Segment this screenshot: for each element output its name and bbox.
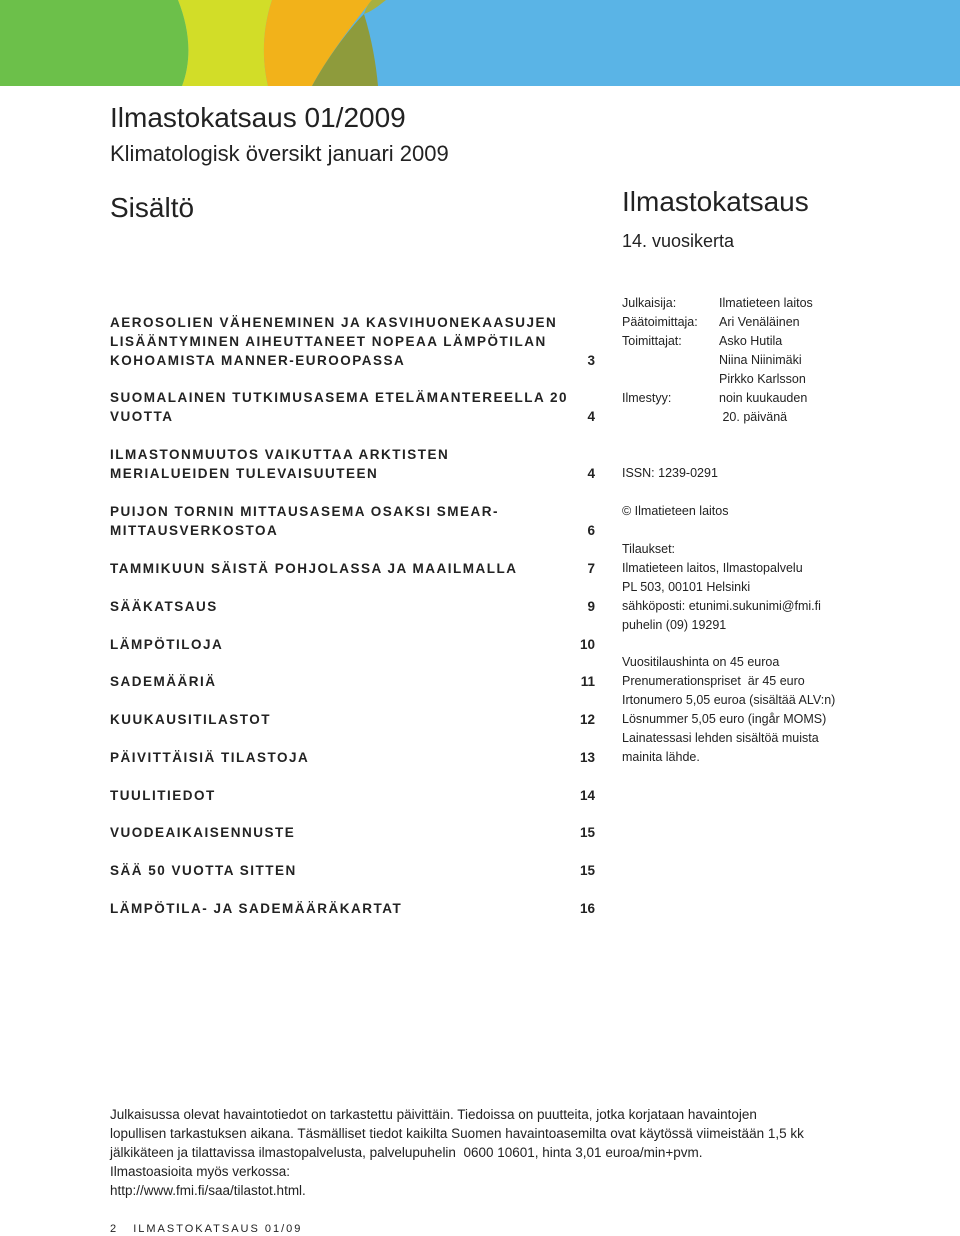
toc-item-title: ILMASTONMUUTOS VAIKUTTAA ARKTISTEN MERIALUEIDEN TULEVAISUUTEEN [110, 447, 450, 481]
notice-line: lopullisen tarkastuksen aikana. Täsmälliset tiedot kaikilta Suomen havaintoasemilta ovat käytössä viimeistään 1,5 kk [110, 1126, 804, 1141]
appears-value: 20. päivänä [719, 410, 788, 424]
toc-item-title: SÄÄ 50 VUOTTA SITTEN [110, 863, 297, 878]
toc-item[interactable] [110, 786, 595, 805]
editor-name: Pirkko Karlsson [719, 372, 806, 386]
pricing-line: Irtonumero 5,05 euroa (sisältää ALV:n) [622, 693, 836, 707]
page-title: Ilmastokatsaus 01/2009 [110, 102, 406, 133]
toc-item-title: TAMMIKUUN SÄISTÄ POHJOLASSA JA MAAILMALLA [110, 561, 518, 576]
toc-item-title: LÄMPÖTILA- JA SADEMÄÄRÄKARTAT [110, 901, 403, 916]
pricing-line: Prenumerationspriset är 45 euro [622, 674, 805, 688]
toc-item[interactable] [110, 748, 595, 767]
editor-name: Niina Niinimäki [719, 353, 802, 367]
editor-in-chief-value: Ari Venäläinen [719, 315, 800, 329]
toc-item-page: 15 [579, 863, 595, 878]
appears-label: Ilmestyy: [622, 391, 672, 405]
publisher-value: Ilmatieteen laitos [719, 296, 813, 310]
toc-item-title: SADEMÄÄRIÄ [110, 674, 217, 689]
appears-value: noin kuukauden [719, 391, 808, 405]
website-link[interactable]: http://www.fmi.fi/saa/tilastot.html. [110, 1183, 306, 1198]
pricing-line: Vuositilaushinta on 45 euroa [622, 655, 780, 669]
toc-item-page: 6 [587, 523, 595, 538]
toc-item-title: PÄIVITTÄISIÄ TILASTOJA [110, 750, 310, 765]
toc-item[interactable] [110, 597, 595, 616]
toc-item[interactable] [110, 710, 595, 729]
toc-item-page: 10 [579, 637, 595, 652]
toc-item[interactable] [110, 861, 595, 880]
banner-lime-band [178, 0, 272, 86]
toc-item-page: 11 [580, 674, 595, 689]
toc-item-page: 16 [579, 901, 595, 916]
publication-volume: 14. vuosikerta [622, 231, 735, 251]
data-notice [110, 1105, 850, 1200]
toc-item-page: 15 [579, 825, 595, 840]
notice-line: Julkaisussa olevat havaintotiedot on tarkastettu päivittäin. Tiedoissa on puutteita, jotka korjataan havaintojen [110, 1107, 757, 1122]
orders-line: Ilmatieteen laitos, Ilmastopalvelu [622, 561, 803, 575]
orders-line: PL 503, 00101 Helsinki [622, 580, 751, 594]
notice-line: Ilmastoasioita myös verkossa: [110, 1164, 291, 1179]
page-number: 2 [110, 1223, 119, 1235]
footer-publication: ILMASTOKATSAUS 01/09 [133, 1223, 303, 1235]
pricing-line: Lainatessasi lehden sisältöä muista [622, 731, 819, 745]
orders-email[interactable]: sähköposti: etunimi.sukunimi@fmi.fi [622, 599, 821, 613]
toc-item[interactable] [110, 823, 595, 842]
toc-item[interactable] [110, 502, 595, 540]
copyright-text: © Ilmatieteen laitos [622, 504, 729, 518]
issn-text: ISSN: 1239-0291 [622, 466, 718, 480]
toc-item-page: 4 [587, 409, 595, 424]
contents-heading: Sisältö [110, 192, 195, 223]
toc-item-page: 4 [587, 466, 595, 481]
toc-item[interactable] [110, 388, 595, 426]
toc-item-title: AEROSOLIEN VÄHENEMINEN JA KASVIHUONEKAASUJEN LISÄÄNTYMINEN AIHEUTTANEET NOPEAA LÄMPÖTILAN KOHOAMISTA MANNER-EUROOPASSA [110, 315, 558, 368]
toc-item-title: SÄÄKATSAUS [110, 599, 218, 614]
page-footer [110, 1222, 312, 1236]
editor-in-chief-label: Päätoimittaja: [622, 315, 698, 329]
toc-item[interactable] [110, 445, 595, 483]
toc-item-title: PUIJON TORNIN MITTAUSASEMA OSAKSI SMEAR-MITTAUSVERKOSTOA [110, 504, 500, 538]
toc-item[interactable] [110, 313, 595, 370]
toc-item-title: LÄMPÖTILOJA [110, 637, 224, 652]
toc-item-title: TUULITIEDOT [110, 788, 216, 803]
toc-item-page: 9 [587, 599, 595, 614]
toc-item-page: 12 [579, 712, 595, 727]
toc-item-page: 3 [587, 353, 595, 368]
notice-line: jälkikäteen ja tilattavissa ilmastopalvelusta, palvelupuhelin 0600 10601, hinta 3,01 euroa/min+pvm. [110, 1145, 703, 1160]
toc-item-page: 14 [579, 788, 595, 803]
toc-item-title: VUODEAIKAISENNUSTE [110, 825, 296, 840]
publisher-label: Julkaisija: [622, 296, 677, 310]
publication-name: Ilmastokatsaus [622, 186, 809, 217]
toc-item-page: 7 [587, 561, 595, 576]
toc-item-title: KUUKAUSITILASTOT [110, 712, 271, 727]
pricing-line: Lösnummer 5,05 euro (ingår MOMS) [622, 712, 827, 726]
banner-green-band [0, 0, 188, 86]
editors-label: Toimittajat: [622, 334, 682, 348]
toc-item[interactable] [110, 559, 595, 578]
orders-phone: puhelin (09) 19291 [622, 618, 727, 632]
orders-label: Tilaukset: [622, 542, 676, 556]
editor-name: Asko Hutila [719, 334, 783, 348]
toc-item[interactable] [110, 899, 595, 918]
pricing-line: mainita lähde. [622, 750, 700, 764]
banner-graphic [0, 0, 960, 86]
page-subtitle: Klimatologisk översikt januari 2009 [110, 141, 449, 166]
toc-item-title: SUOMALAINEN TUTKIMUSASEMA ETELÄMANTEREELLA 20 VUOTTA [110, 390, 569, 424]
toc-item[interactable] [110, 635, 595, 654]
imprint [622, 294, 862, 434]
color-banner [0, 0, 960, 86]
toc-item[interactable] [110, 672, 595, 691]
toc-item-page: 13 [579, 750, 595, 765]
